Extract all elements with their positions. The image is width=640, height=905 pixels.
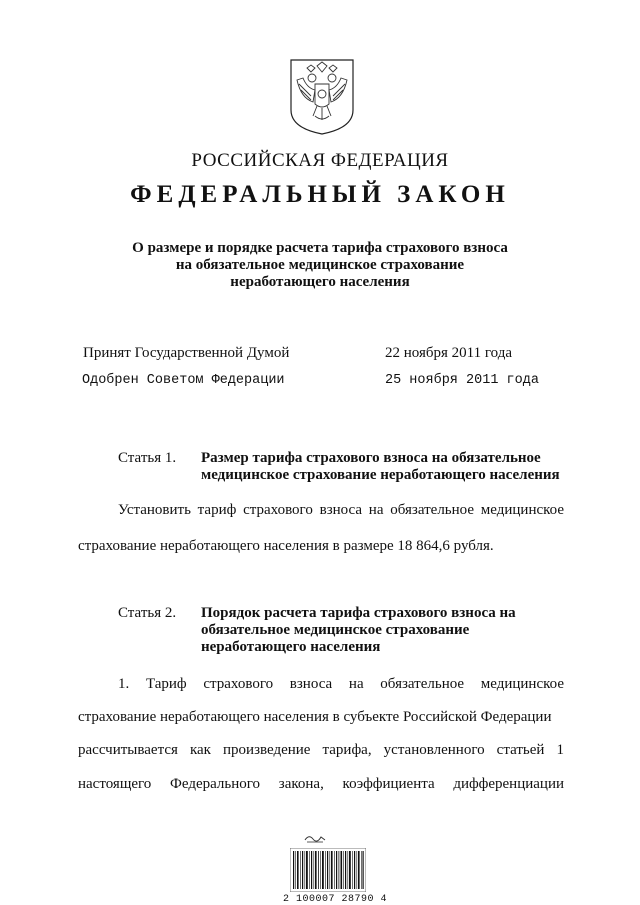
handwritten-mark [303, 832, 327, 844]
article-2-text-line: страхование неработающего населения в субъекте Российской Федерации [78, 709, 552, 725]
article-2-text-line: рассчитывается как произведение тарифа, установленного статьей 1 [78, 742, 564, 758]
article-1-text-line: страхование неработающего населения в размере 18 864,6 рубля. [78, 538, 494, 554]
coat-of-arms-emblem [289, 58, 355, 136]
article-1-title [201, 450, 581, 484]
council-approval-date: 25 ноября 2011 года [385, 373, 539, 388]
article-1-title-line: медицинское страхование неработающего населения [201, 467, 560, 483]
article-2-number: Статья 2. [118, 605, 177, 621]
article-1-text-line: Установить тариф страхового взноса на обязательное медицинское [118, 502, 564, 518]
council-approval-label: Одобрен Советом Федерации [82, 373, 285, 388]
law-type-heading: ФЕДЕРАЛЬНЫЙ ЗАКОН [130, 181, 510, 208]
duma-adoption-label: Принят Государственной Думой [83, 345, 290, 361]
law-title-line: неработающего населения [230, 274, 410, 290]
article-1-title-line: Размер тарифа страхового взноса на обязательное [201, 450, 541, 466]
article-2-title-line: обязательное медицинское страхование [201, 622, 470, 638]
article-1-number: Статья 1. [118, 450, 177, 466]
barcode-number: 2 100007 28790 4 [283, 894, 388, 905]
article-2-text-line: 1. Тариф страхового взноса на обязательное медицинское [118, 676, 564, 692]
state-name: РОССИЙСКАЯ ФЕДЕРАЦИЯ [191, 150, 449, 171]
law-title-line: О размере и порядке расчета тарифа страхового взноса [132, 240, 508, 256]
law-title [0, 240, 640, 291]
barcode [290, 848, 366, 892]
article-2-title-line: неработающего населения [201, 639, 381, 655]
article-2-title [201, 605, 581, 656]
article-2-text-line: настоящего Федерального закона, коэффициента дифференциации [78, 776, 564, 792]
law-title-line: на обязательное медицинское страхование [175, 257, 465, 273]
article-2-title-line: Порядок расчета тарифа страхового взноса на [201, 605, 516, 621]
duma-adoption-date: 22 ноября 2011 года [385, 345, 513, 361]
